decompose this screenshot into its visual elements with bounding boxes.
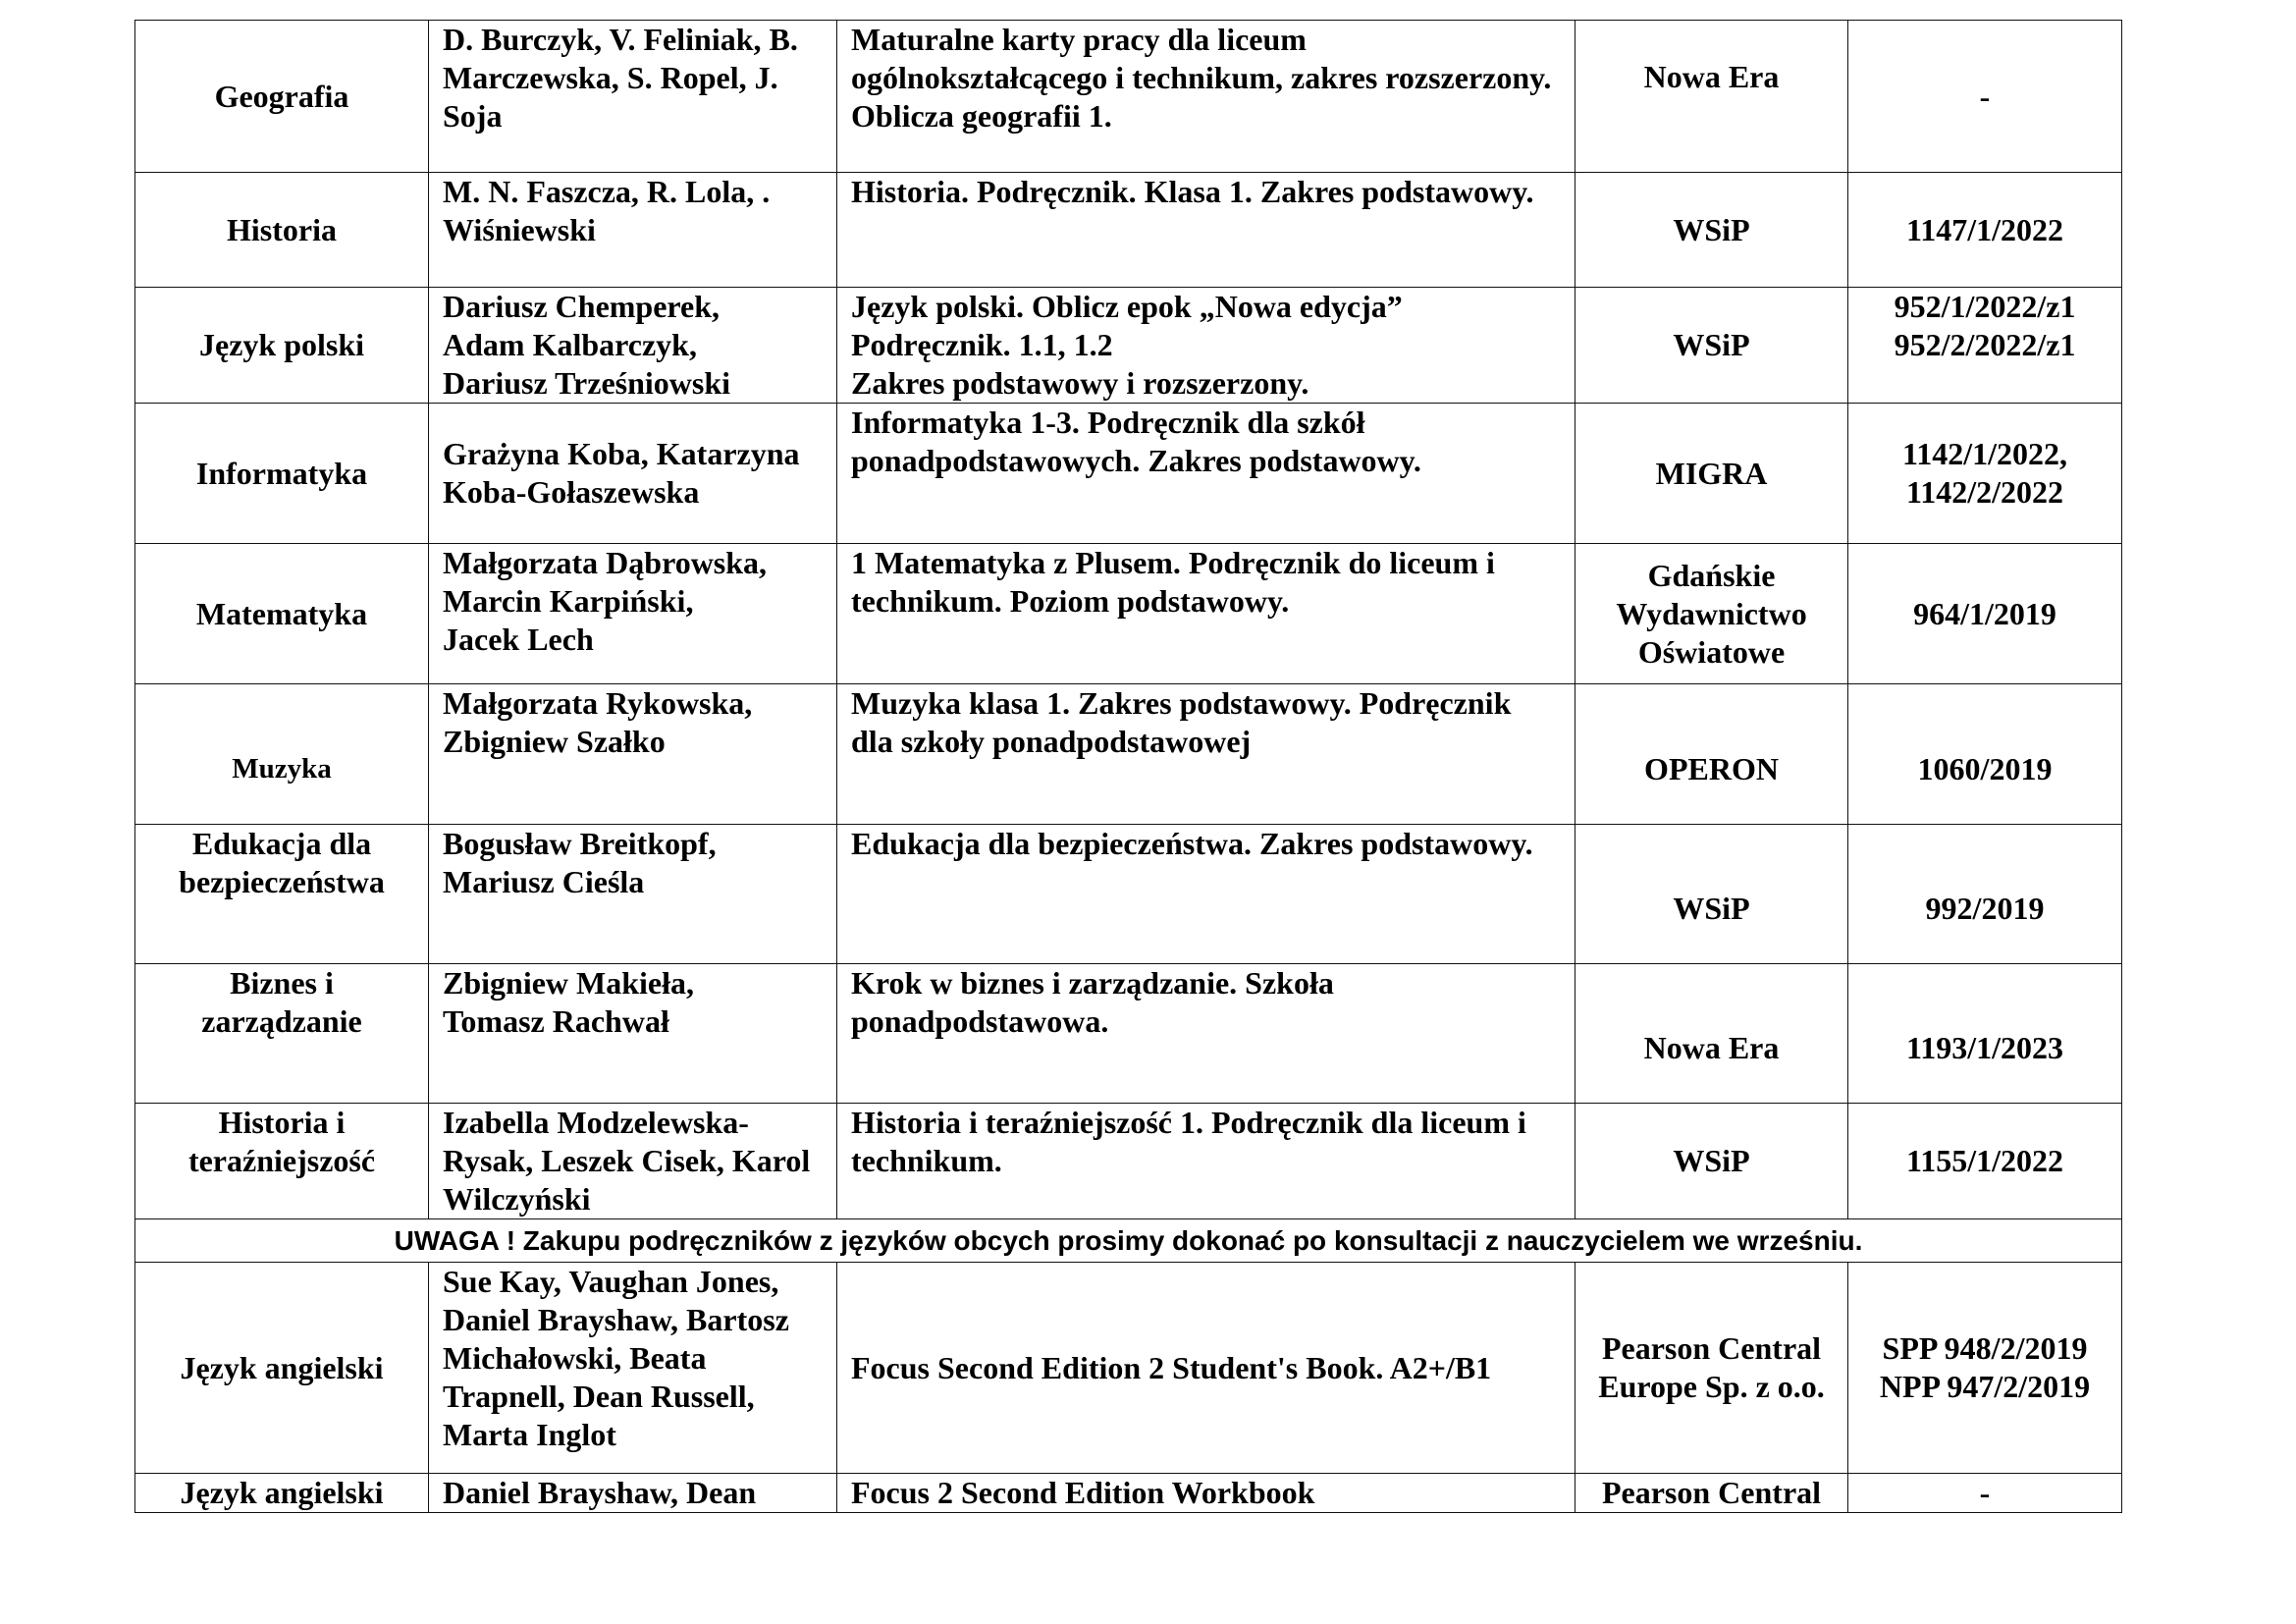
table-row xyxy=(135,404,2122,544)
approval-number-cell: 992/2019 xyxy=(1848,825,2122,964)
publisher-cell: Nowa Era xyxy=(1575,21,1848,173)
subject-cell: Język angielski xyxy=(135,1474,429,1513)
approval-number-cell: 1147/1/2022 xyxy=(1848,173,2122,288)
title-cell: Maturalne karty pracy dla liceum ogólnokształcącego i technikum, zakres rozszerzony. Oblicza geografii 1. xyxy=(837,21,1575,173)
title-cell: Język polski. Oblicz epok „Nowa edycja” Podręcznik. 1.1, 1.2 Zakres podstawowy i rozszerzony. xyxy=(837,288,1575,404)
title-cell: Focus Second Edition 2 Student's Book. A2+/B1 xyxy=(837,1263,1575,1474)
subject-cell: Historia xyxy=(135,173,429,288)
table-row xyxy=(135,288,2122,404)
approval-number-cell: 1142/1/2022, 1142/2/2022 xyxy=(1848,404,2122,544)
approval-number-cell: 1060/2019 xyxy=(1848,684,2122,825)
approval-number-cell: 1193/1/2023 xyxy=(1848,964,2122,1104)
authors-cell: Dariusz Chemperek, Adam Kalbarczyk, Dariusz Trześniowski xyxy=(429,288,837,404)
subject-cell: Muzyka xyxy=(135,684,429,825)
approval-number-cell: 964/1/2019 xyxy=(1848,544,2122,684)
publisher-cell: WSiP xyxy=(1575,173,1848,288)
table-row xyxy=(135,173,2122,288)
title-cell: Krok w biznes i zarządzanie. Szkoła ponadpodstawowa. xyxy=(837,964,1575,1104)
subject-cell: Geografia xyxy=(135,21,429,173)
authors-cell: D. Burczyk, V. Feliniak, B. Marczewska, S. Ropel, J. Soja xyxy=(429,21,837,173)
approval-number-cell: - xyxy=(1848,1474,2122,1513)
subject-cell: Matematyka xyxy=(135,544,429,684)
table-row xyxy=(135,684,2122,825)
subject-cell: Język angielski xyxy=(135,1263,429,1474)
approval-number-cell: SPP 948/2/2019 NPP 947/2/2019 xyxy=(1848,1263,2122,1474)
table-row xyxy=(135,544,2122,684)
title-cell: Historia. Podręcznik. Klasa 1. Zakres podstawowy. xyxy=(837,173,1575,288)
table-row xyxy=(135,964,2122,1104)
publisher-cell: Nowa Era xyxy=(1575,964,1848,1104)
publisher-cell: OPERON xyxy=(1575,684,1848,825)
subject-cell: Informatyka xyxy=(135,404,429,544)
notice-row xyxy=(135,1219,2122,1263)
authors-cell: Sue Kay, Vaughan Jones, Daniel Brayshaw, Bartosz Michałowski, Beata Trapnell, Dean Russell, Marta Inglot xyxy=(429,1263,837,1474)
table-row xyxy=(135,1104,2122,1219)
authors-cell: Małgorzata Dąbrowska, Marcin Karpiński, Jacek Lech xyxy=(429,544,837,684)
table-row xyxy=(135,21,2122,173)
authors-cell: Izabella Modzelewska-Rysak, Leszek Cisek, Karol Wilczyński xyxy=(429,1104,837,1219)
publisher-cell: WSiP xyxy=(1575,288,1848,404)
subject-cell: Historia i teraźniejszość xyxy=(135,1104,429,1219)
foreign-language-notice: UWAGA ! Zakupu podręczników z języków obcych prosimy dokonać po konsultacji z nauczycielem we wrześniu. xyxy=(135,1219,2122,1263)
table-row xyxy=(135,1263,2122,1474)
publisher-cell: Pearson Central Europe Sp. z o.o. xyxy=(1575,1263,1848,1474)
publisher-cell: Gdańskie Wydawnictwo Oświatowe xyxy=(1575,544,1848,684)
table-row xyxy=(135,1474,2122,1513)
subject-cell: Biznes i zarządzanie xyxy=(135,964,429,1104)
authors-cell: Małgorzata Rykowska, Zbigniew Szałko xyxy=(429,684,837,825)
title-cell: 1 Matematyka z Plusem. Podręcznik do liceum i technikum. Poziom podstawowy. xyxy=(837,544,1575,684)
title-cell: Historia i teraźniejszość 1. Podręcznik dla liceum i technikum. xyxy=(837,1104,1575,1219)
authors-cell: M. N. Faszcza, R. Lola, . Wiśniewski xyxy=(429,173,837,288)
approval-number-cell: 1155/1/2022 xyxy=(1848,1104,2122,1219)
title-cell: Muzyka klasa 1. Zakres podstawowy. Podręcznik dla szkoły ponadpodstawowej xyxy=(837,684,1575,825)
textbook-table xyxy=(134,20,2122,1513)
table-row xyxy=(135,825,2122,964)
title-cell: Focus 2 Second Edition Workbook xyxy=(837,1474,1575,1513)
authors-cell: Grażyna Koba, Katarzyna Koba-Gołaszewska xyxy=(429,404,837,544)
publisher-cell: MIGRA xyxy=(1575,404,1848,544)
approval-number-cell: - xyxy=(1848,21,2122,173)
subject-cell: Edukacja dla bezpieczeństwa xyxy=(135,825,429,964)
publisher-cell: Pearson Central xyxy=(1575,1474,1848,1513)
approval-number-cell: 952/1/2022/z1 952/2/2022/z1 xyxy=(1848,288,2122,404)
title-cell: Informatyka 1-3. Podręcznik dla szkół ponadpodstawowych. Zakres podstawowy. xyxy=(837,404,1575,544)
title-cell: Edukacja dla bezpieczeństwa. Zakres podstawowy. xyxy=(837,825,1575,964)
publisher-cell: WSiP xyxy=(1575,1104,1848,1219)
authors-cell: Daniel Brayshaw, Dean xyxy=(429,1474,837,1513)
authors-cell: Zbigniew Makieła, Tomasz Rachwał xyxy=(429,964,837,1104)
subject-cell: Język polski xyxy=(135,288,429,404)
publisher-cell: WSiP xyxy=(1575,825,1848,964)
authors-cell: Bogusław Breitkopf, Mariusz Cieśla xyxy=(429,825,837,964)
